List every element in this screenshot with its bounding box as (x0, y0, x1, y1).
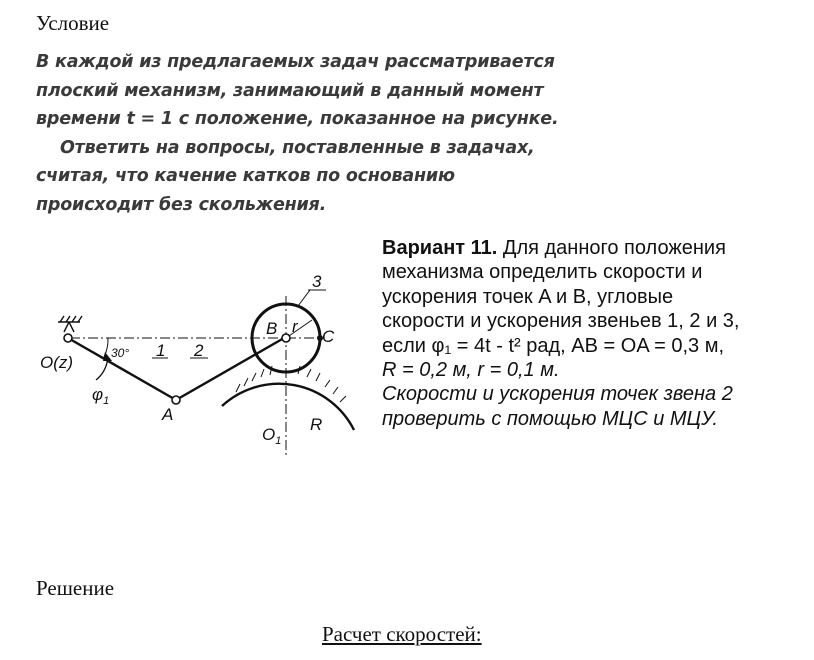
intro-line: происходит без скольжения. (36, 194, 327, 215)
task-line-5: если φ₁ = 4t - t² рад, AB = OA = 0,3 м, (382, 334, 725, 357)
label-phi: $\varphi_1$ (92, 385, 110, 407)
label-link2: 2 (194, 341, 204, 360)
intro-line: времени t = 1 с положение, показанное на рисунке. (36, 109, 559, 130)
label-point-a: A (162, 405, 174, 424)
intro-line: Ответить на вопросы, поставленные в задачах, (60, 137, 535, 158)
label-link1: 1 (156, 341, 166, 360)
label-pivot: O(z) (40, 353, 74, 372)
label-point-b: B (266, 319, 278, 338)
solution-heading: Решение (36, 576, 115, 600)
label-wheel: 3 (312, 272, 322, 291)
link-ab (176, 338, 284, 400)
label-center-o1: $O_1$ (262, 425, 282, 447)
condition-heading: Условие (36, 11, 110, 35)
variant-label: Вариант 11. (382, 237, 498, 259)
label-big-r: R (310, 415, 323, 434)
label-angle: 30° (111, 346, 130, 360)
task-line-2: механизма определить скорости и (382, 261, 703, 284)
velocity-section-title: Расчет скоростей: (322, 622, 482, 646)
fixed-support-icon (58, 316, 82, 332)
task-line-6: R = 0,2 м, r = 0,1 м. (382, 359, 560, 382)
wheel-leader-line (298, 290, 310, 306)
intro-line: считая, что качение катков по основанию (36, 166, 455, 187)
task-text: Для данного положения (497, 237, 726, 259)
label-point-c: C (322, 327, 335, 346)
joint-a (172, 396, 180, 404)
task-line-7: Скорости и ускорения точек звена 2 (382, 383, 733, 406)
task-line-3: ускорения точек A и B, угловые (382, 285, 674, 308)
task-line-4: скорости и ускорения звеньев 1, 2 и 3, (382, 310, 740, 333)
task-line-8: проверить с помощью МЦС и МЦУ. (382, 407, 718, 430)
intro-line: плоский механизм, занимающий в данный момент (36, 80, 544, 101)
task-statement (382, 236, 812, 431)
task-line-1 (382, 236, 812, 260)
joint-o (64, 334, 72, 342)
ground-arc (222, 384, 354, 430)
intro-line: В каждой из предлагаемых задач рассматривается (36, 52, 555, 72)
joint-b (282, 334, 290, 342)
label-small-r: r (292, 317, 298, 336)
